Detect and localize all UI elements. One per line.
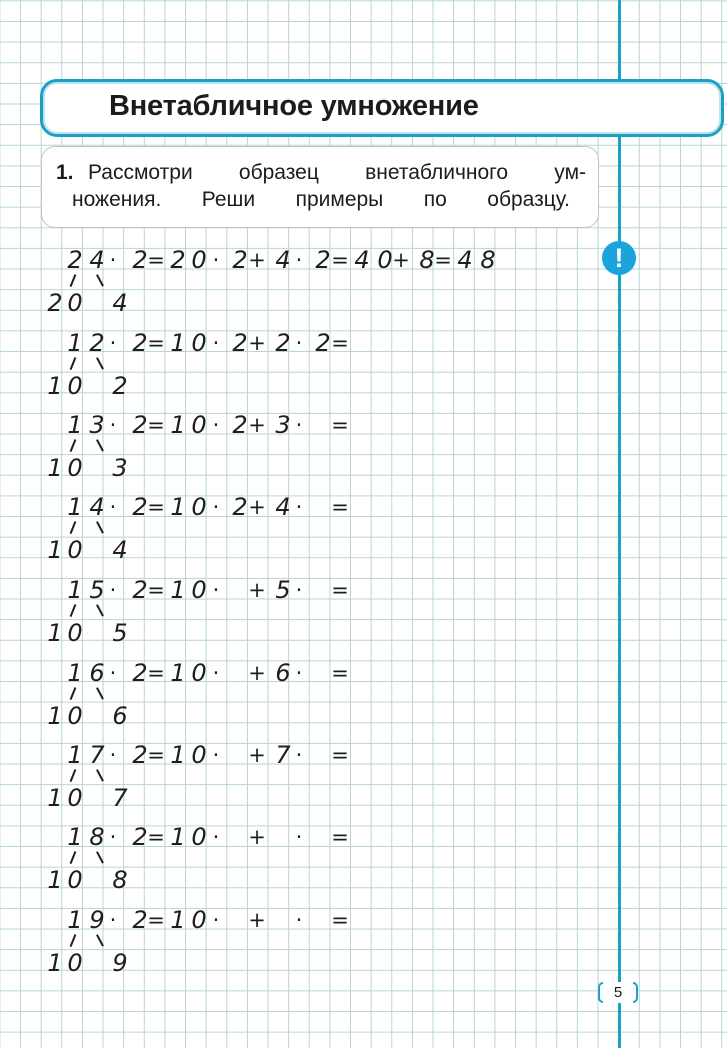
digit: 1: [67, 906, 83, 934]
example-row: [0, 245, 600, 327]
digit: 0: [377, 246, 393, 274]
operator: ·: [109, 908, 117, 932]
operator: ·: [212, 908, 220, 932]
operator: =: [331, 578, 349, 602]
digit: 8: [419, 246, 435, 274]
digit: 4: [89, 246, 105, 274]
digit: 1: [67, 823, 83, 851]
digit: 0: [191, 411, 207, 439]
example-row: [0, 658, 600, 740]
operator: +: [248, 495, 266, 519]
decomposition-digit: 0: [67, 866, 83, 894]
operator: ·: [212, 578, 220, 602]
decomposition-digit: 0: [67, 784, 83, 812]
operator: ·: [109, 495, 117, 519]
decomposition-digit: 5: [112, 619, 128, 647]
digit: 1: [67, 493, 83, 521]
digit: 7: [89, 741, 105, 769]
digit: 2: [89, 329, 105, 357]
digit: 1: [67, 659, 83, 687]
digit: 1: [170, 906, 186, 934]
operator: =: [147, 578, 165, 602]
digit: 0: [191, 493, 207, 521]
split-line-left: [70, 521, 76, 534]
digit: 0: [191, 246, 207, 274]
split-line-right: [96, 357, 104, 369]
split-line-right: [96, 274, 104, 286]
operator: =: [147, 661, 165, 685]
digit: 2: [132, 329, 148, 357]
operator: ·: [109, 825, 117, 849]
split-line-left: [70, 439, 76, 452]
decomposition-digit: 1: [47, 536, 63, 564]
digit: 1: [170, 493, 186, 521]
split-line-right: [96, 604, 104, 616]
digit: 2: [132, 741, 148, 769]
operator: =: [147, 825, 165, 849]
decomposition-digit: 4: [112, 536, 128, 564]
split-line-left: [70, 851, 76, 864]
digit: 8: [480, 246, 496, 274]
operator: ·: [295, 331, 303, 355]
operator: ·: [109, 331, 117, 355]
digit: 0: [191, 741, 207, 769]
operator: ·: [212, 825, 220, 849]
digit: 2: [132, 823, 148, 851]
operator: =: [331, 743, 349, 767]
operator: +: [248, 413, 266, 437]
digit: 4: [457, 246, 473, 274]
decomposition-digit: 2: [47, 289, 63, 317]
digit: 2: [132, 411, 148, 439]
digit: 2: [232, 411, 248, 439]
decomposition-digit: 0: [67, 619, 83, 647]
decomposition-digit: 1: [47, 784, 63, 812]
decomposition-digit: 0: [67, 372, 83, 400]
digit: 1: [67, 741, 83, 769]
exclamation-icon: !: [602, 241, 636, 275]
operator: ·: [295, 743, 303, 767]
decomposition-digit: 1: [47, 949, 63, 977]
example-row: [0, 328, 600, 410]
digit: 1: [67, 411, 83, 439]
operator: ·: [109, 413, 117, 437]
digit: 2: [315, 246, 331, 274]
decomposition-digit: 1: [47, 702, 63, 730]
operator: +: [248, 743, 266, 767]
operator: +: [248, 825, 266, 849]
decomposition-digit: 8: [112, 866, 128, 894]
decomposition-digit: 0: [67, 702, 83, 730]
decomposition-digit: 0: [67, 536, 83, 564]
decomposition-digit: 1: [47, 372, 63, 400]
task-number: 1.: [56, 161, 74, 184]
digit: 1: [170, 741, 186, 769]
operator: =: [331, 248, 349, 272]
split-line-right: [96, 439, 104, 451]
digit: 1: [170, 659, 186, 687]
split-line-left: [70, 769, 76, 782]
page-title: Внетабличное умножение: [109, 90, 479, 122]
operator: ·: [109, 743, 117, 767]
decomposition-digit: 0: [67, 949, 83, 977]
example-row: [0, 410, 600, 492]
digit: 1: [170, 576, 186, 604]
split-line-right: [96, 521, 104, 533]
digit: 6: [89, 659, 105, 687]
decomposition-digit: 1: [47, 866, 63, 894]
digit: 1: [170, 823, 186, 851]
digit: 2: [232, 329, 248, 357]
digit: 2: [232, 493, 248, 521]
digit: 0: [191, 823, 207, 851]
decomposition-digit: 3: [112, 454, 128, 482]
operator: =: [331, 331, 349, 355]
decomposition-digit: 0: [67, 289, 83, 317]
digit: 6: [275, 659, 291, 687]
operator: =: [331, 413, 349, 437]
operator: ·: [295, 413, 303, 437]
operator: =: [147, 248, 165, 272]
operator: =: [147, 413, 165, 437]
operator: ·: [109, 578, 117, 602]
digit: 4: [275, 493, 291, 521]
split-line-right: [96, 769, 104, 781]
digit: 2: [132, 246, 148, 274]
example-row: [0, 575, 600, 657]
digit: 0: [191, 329, 207, 357]
operator: ·: [295, 495, 303, 519]
operator: ·: [212, 743, 220, 767]
operator: ·: [109, 248, 117, 272]
digit: 9: [89, 906, 105, 934]
operator: =: [331, 825, 349, 849]
example-row: [0, 740, 600, 822]
decomposition-digit: 4: [112, 289, 128, 317]
decomposition-digit: 2: [112, 372, 128, 400]
example-row: [0, 492, 600, 574]
decomposition-digit: 6: [112, 702, 128, 730]
digit: 2: [315, 329, 331, 357]
operator: =: [331, 495, 349, 519]
digit: 2: [132, 906, 148, 934]
digit: 4: [354, 246, 370, 274]
operator: ·: [212, 495, 220, 519]
digit: 1: [170, 329, 186, 357]
split-line-left: [70, 357, 76, 370]
operator: ·: [295, 908, 303, 932]
operator: ·: [212, 331, 220, 355]
operator: =: [147, 495, 165, 519]
example-row: [0, 905, 600, 987]
digit: 5: [89, 576, 105, 604]
digit: 3: [89, 411, 105, 439]
split-line-right: [96, 687, 104, 699]
digit: 7: [275, 741, 291, 769]
digit: 2: [132, 493, 148, 521]
split-line-left: [70, 934, 76, 947]
digit: 2: [132, 659, 148, 687]
operator: =: [147, 331, 165, 355]
decomposition-digit: 0: [67, 454, 83, 482]
page-number: 5: [598, 982, 638, 1003]
example-row: [0, 822, 600, 904]
operator: +: [248, 331, 266, 355]
operator: ·: [295, 825, 303, 849]
digit: 1: [170, 411, 186, 439]
split-line-left: [70, 687, 76, 700]
digit: 2: [275, 329, 291, 357]
digit: 4: [89, 493, 105, 521]
operator: +: [248, 908, 266, 932]
digit: 2: [67, 246, 83, 274]
decomposition-digit: 1: [47, 454, 63, 482]
operator: +: [248, 661, 266, 685]
decomposition-digit: 9: [112, 949, 128, 977]
digit: 4: [275, 246, 291, 274]
split-line-right: [96, 851, 104, 863]
operator: ·: [295, 661, 303, 685]
operator: +: [392, 248, 410, 272]
operator: =: [147, 743, 165, 767]
operator: =: [434, 248, 452, 272]
task-text-line-1: Рассмотри образец внетабличного ум-: [88, 161, 586, 184]
digit: 2: [170, 246, 186, 274]
operator: ·: [295, 578, 303, 602]
digit: 0: [191, 576, 207, 604]
operator: +: [248, 578, 266, 602]
decomposition-digit: 1: [47, 619, 63, 647]
operator: =: [331, 661, 349, 685]
split-line-right: [96, 934, 104, 946]
task-text-line-2: ножения. Реши примеры по образцу.: [72, 188, 570, 211]
operator: =: [331, 908, 349, 932]
operator: ·: [212, 661, 220, 685]
digit: 1: [67, 329, 83, 357]
operator: +: [248, 248, 266, 272]
operator: ·: [109, 661, 117, 685]
digit: 8: [89, 823, 105, 851]
operator: ·: [212, 413, 220, 437]
digit: 3: [275, 411, 291, 439]
split-line-left: [70, 604, 76, 617]
decomposition-digit: 7: [112, 784, 128, 812]
digit: 5: [275, 576, 291, 604]
digit: 2: [132, 576, 148, 604]
split-line-left: [70, 274, 76, 287]
digit: 1: [67, 576, 83, 604]
operator: =: [147, 908, 165, 932]
operator: ·: [212, 248, 220, 272]
digit: 2: [232, 246, 248, 274]
digit: 0: [191, 659, 207, 687]
digit: 0: [191, 906, 207, 934]
operator: ·: [295, 248, 303, 272]
